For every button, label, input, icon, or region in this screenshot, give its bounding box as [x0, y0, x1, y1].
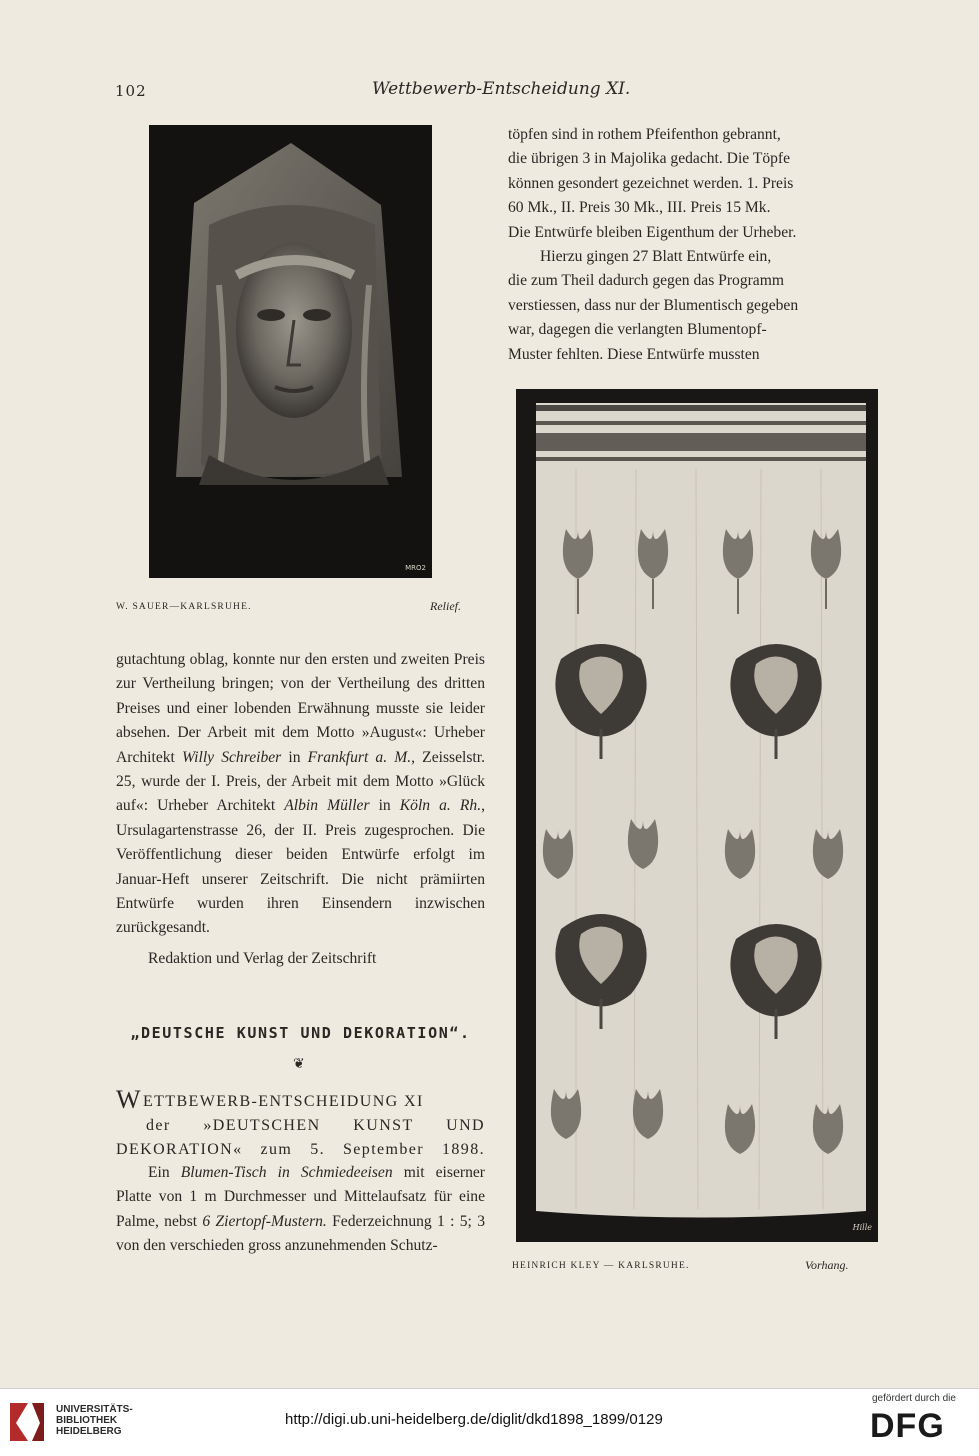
left-column-text-2	[116, 1161, 485, 1259]
text-line: Hierzu gingen 27 Blatt Entwürfe ein,	[540, 248, 772, 266]
text-line: Die Entwürfe bleiben Eigenthum der Urheber.	[508, 223, 797, 241]
competition-heading-line2: der »DEUTSCHEN KUNST UND	[146, 1117, 485, 1134]
relief-sculpture-image	[149, 125, 432, 578]
curtain-signature: Hille	[852, 1223, 872, 1232]
funded-by-label: gefördert durch die	[872, 1393, 956, 1404]
text-line: verstiessen, dass nur der Blumentisch gegeben	[508, 296, 799, 314]
paragraph-flower-table: Ein Blumen-Tisch in Schmiedeeisen mit eiserner Platte von 1 m Durchmesser und Mittelaufsatz für eine Palme, nebst 6 Ziertopf-Mustern. Federzeichnung 1 : 5; 3 von den verschieden gross anzunehmenden Schutz-	[116, 1164, 485, 1255]
text-line: die zum Theil dadurch gegen das Programm	[508, 272, 784, 290]
relief-photo	[149, 125, 432, 578]
library-name: UNIVERSITÄTS- BIBLIOTHEK HEIDELBERG	[56, 1404, 133, 1437]
running-title: Wettbewerb-Entscheidung XI.	[372, 79, 631, 99]
curtain-photo	[516, 389, 878, 1242]
journal-name: „DEUTSCHE KUNST UND DEKORATION“.	[130, 1024, 471, 1042]
text-line: war, dagegen die verlangten Blumentopf-	[508, 321, 767, 339]
text-line: töpfen sind in rothem Pfeifenthon gebrannt,	[508, 126, 781, 143]
library-logo-icon	[6, 1399, 48, 1445]
text-line: die übrigen 3 in Majolika gedacht. Die Töpfe	[508, 150, 791, 168]
competition-heading: WETTBEWERB-ENTSCHEIDUNG XI	[116, 1085, 424, 1114]
competition-heading-line3: DEKORATION« zum 5. September 1898.	[116, 1141, 485, 1158]
paragraph-results: gutachtung oblag, konnte nur den ersten und zweiten Preis zur Vertheilung bringen; von der Vertheilung des dritten Preises und einer lobenden Erwähnung musste sie leider absehen. Der Arbeit mit dem Motto »August«: Urheber Architekt Willy Schreiber in Frankfurt a. M., Zeisselstr. 25, wurde der I. Preis, der Arbeit mit dem Motto »Glück auf«: Urheber Architekt Albin Müller in Köln a. Rh., Ursulagartenstrasse 26, der II. Preis zugesprochen. Die Veröffentlichung dieser beiden Entwürfe erfolgt im Januar-Heft unserer Zeitschrift. Die nicht prämiirten Entwürfe wurden ihren Einsendern inzwischen zurückgesandt.	[116, 651, 485, 937]
text-line: 60 Mk., II. Preis 30 Mk., III. Preis 15 Mk.	[508, 199, 771, 217]
relief-caption-title: Relief.	[430, 599, 461, 613]
dfg-logo: DFG	[870, 1407, 945, 1445]
text-line: können gesondert gezeichnet werden. 1. Preis	[508, 174, 794, 192]
curtain-image	[516, 389, 878, 1242]
footer-bar	[0, 1388, 979, 1456]
ornament-icon: ❦	[293, 1056, 305, 1072]
page-number: 102	[115, 82, 147, 100]
right-column-text	[508, 123, 878, 367]
curtain-caption-author: HEINRICH KLEY — KARLSRUHE.	[512, 1261, 690, 1271]
relief-caption-author: W. SAUER—KARLSRUHE.	[116, 602, 252, 612]
relief-signature: MRO2	[405, 564, 426, 572]
text-line: Muster fehlten. Diese Entwürfe mussten	[508, 345, 760, 363]
redaktion-line: Redaktion und Verlag der Zeitschrift	[148, 949, 377, 967]
left-column-text	[116, 648, 485, 971]
permalink[interactable]: http://digi.ub.uni-heidelberg.de/diglit/dkd1898_1899/0129	[285, 1411, 663, 1428]
heading-initial: W	[116, 1085, 142, 1114]
curtain-caption-title: Vorhang.	[805, 1258, 849, 1272]
